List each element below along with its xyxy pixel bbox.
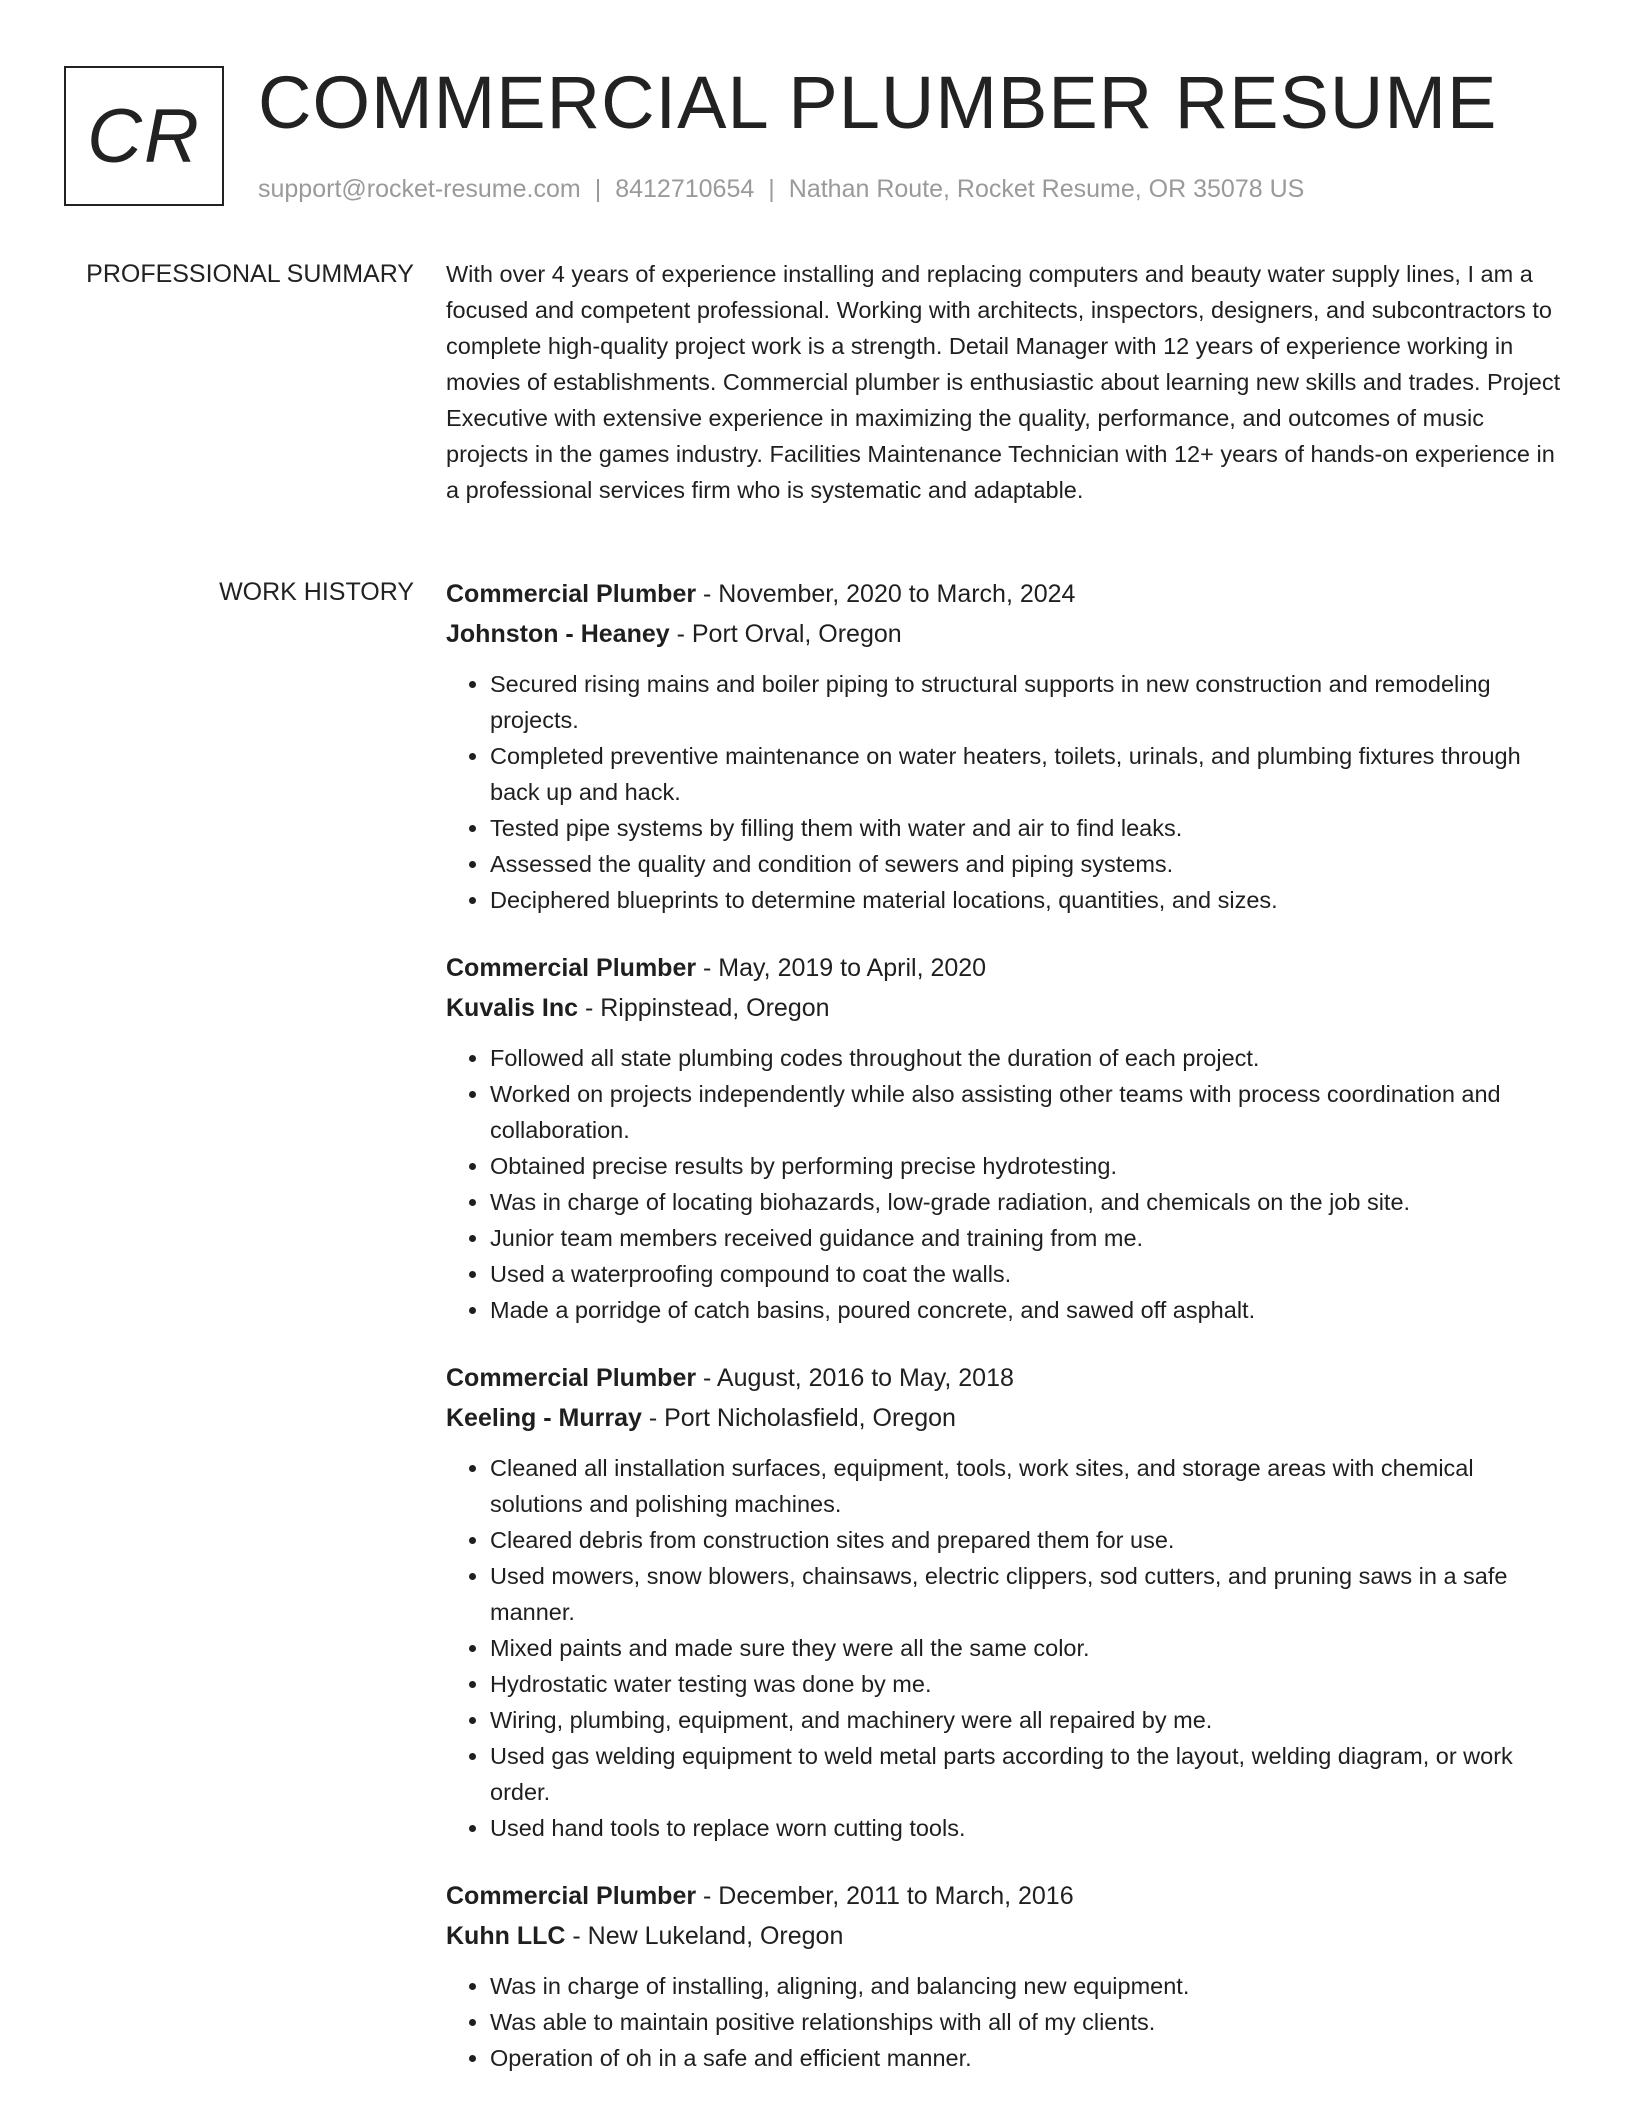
job-bullet-list [446,666,1561,918]
job-bullet: • Was in charge of locating biohazards, low-grade radiation, and chemicals on the job site. [490,1184,1561,1220]
job-title-line [446,1876,1561,1916]
job-company: Kuhn LLC [446,1922,566,1950]
job-bullet: • Operation of oh in a safe and efficient manner. [490,2040,1561,2076]
job-bullet: • Was in charge of installing, aligning, and balancing new equipment. [490,1968,1561,2004]
job-bullet: • Cleared debris from construction sites and prepared them for use. [490,1522,1561,1558]
job-bullet: • Made a porridge of catch basins, poured concrete, and sawed off asphalt. [490,1292,1561,1328]
job-bullet: • Used mowers, snow blowers, chainsaws, electric clippers, sod cutters, and pruning saws in a safe manner. [490,1558,1561,1630]
job-company: Johnston - Heaney [446,620,670,648]
contact-separator: | [594,175,602,203]
job-bullet: • Worked on projects independently while also assisting other teams with process coordination and collaboration. [490,1076,1561,1148]
job-title-line [446,1358,1561,1398]
job-bullet: • Completed preventive maintenance on water heaters, toilets, urinals, and plumbing fixtures through back up and hack. [490,738,1561,810]
job-bullet: • Followed all state plumbing codes throughout the duration of each project. [490,1040,1561,1076]
job-company-line [446,1398,1561,1438]
section-label-summary: PROFESSIONAL SUMMARY [86,260,414,288]
job-entry [446,948,1561,1328]
contact-phone: 8412710654 [615,175,755,203]
job-title: Commercial Plumber [446,954,697,982]
job-bullet: • Wiring, plumbing, equipment, and machinery were all repaired by me. [490,1702,1561,1738]
job-company: Keeling - Murray [446,1404,642,1432]
job-bullet: • Deciphered blueprints to determine material locations, quantities, and sizes. [490,882,1561,918]
summary-text: With over 4 years of experience installing and replacing computers and beauty water supply lines, I am a focused and competent professional. Working with architects, inspectors, designers, and subcontractors to complete high-quality project work is a strength. Detail Manager with 12 years of experience working in movies of establishments. Commercial plumber is enthusiastic about learning new skills and trades. Project Executive with extensive experience in maximizing the quality, performance, and outcomes of music projects in the games industry. Facilities Maintenance Technician with 12+ years of hands-on experience in a professional services firm who is systematic and adaptable. [446,261,1561,503]
job-bullet: • Was able to maintain positive relationships with all of my clients. [490,2004,1561,2040]
job-location: - Port Orval, Oregon [669,620,902,648]
job-bullet-list [446,1450,1561,1846]
job-bullet: • Used gas welding equipment to weld metal parts according to the layout, welding diagram, or work order. [490,1738,1561,1810]
job-dates: - December, 2011 to March, 2016 [696,1882,1074,1910]
contact-line [258,172,1304,206]
job-title: Commercial Plumber [446,580,697,608]
job-title-line [446,948,1561,988]
job-company-line [446,614,1561,654]
contact-email: support@rocket-resume.com [258,175,581,203]
job-title: Commercial Plumber [446,1364,697,1392]
job-title: Commercial Plumber [446,1882,697,1910]
job-location: - New Lukeland, Oregon [565,1922,844,1950]
contact-address: Nathan Route, Rocket Resume, OR 35078 US [788,175,1305,203]
job-dates: - May, 2019 to April, 2020 [696,954,987,982]
job-bullet-list [446,1968,1561,2076]
job-bullet: • Hydrostatic water testing was done by me. [490,1666,1561,1702]
job-dates: - August, 2016 to May, 2018 [696,1364,1014,1392]
job-bullet-list [446,1040,1561,1328]
initials-text: CR [87,93,201,179]
job-bullet: • Used a waterproofing compound to coat the walls. [490,1256,1561,1292]
job-entry [446,1876,1561,2076]
job-location: - Rippinstead, Oregon [578,994,830,1022]
job-bullet: • Tested pipe systems by filling them with water and air to find leaks. [490,810,1561,846]
job-bullet: • Used hand tools to replace worn cutting tools. [490,1810,1561,1846]
initials-monogram [64,66,224,206]
job-bullet: • Cleaned all installation surfaces, equipment, tools, work sites, and storage areas with chemical solutions and polishing machines. [490,1450,1561,1522]
job-entry [446,574,1561,918]
job-title-line [446,574,1561,614]
job-dates: - November, 2020 to March, 2024 [696,580,1076,608]
job-company-line [446,988,1561,1028]
job-location: - Port Nicholasfield, Oregon [641,1404,956,1432]
work-history-body [446,574,1561,2106]
job-entry [446,1358,1561,1846]
resume-title: COMMERCIAL PLUMBER RESUME [258,61,1498,144]
job-company-line [446,1916,1561,1956]
section-label-work-history: WORK HISTORY [219,578,414,606]
summary-body [446,256,1561,508]
job-bullet: • Obtained precise results by performing precise hydrotesting. [490,1148,1561,1184]
job-bullet: • Assessed the quality and condition of sewers and piping systems. [490,846,1561,882]
job-company: Kuvalis Inc [446,994,578,1022]
job-bullet: • Mixed paints and made sure they were all the same color. [490,1630,1561,1666]
job-bullet: • Secured rising mains and boiler piping to structural supports in new construction and remodeling projects. [490,666,1561,738]
contact-separator: | [768,175,775,203]
job-bullet: • Junior team members received guidance and training from me. [490,1220,1561,1256]
